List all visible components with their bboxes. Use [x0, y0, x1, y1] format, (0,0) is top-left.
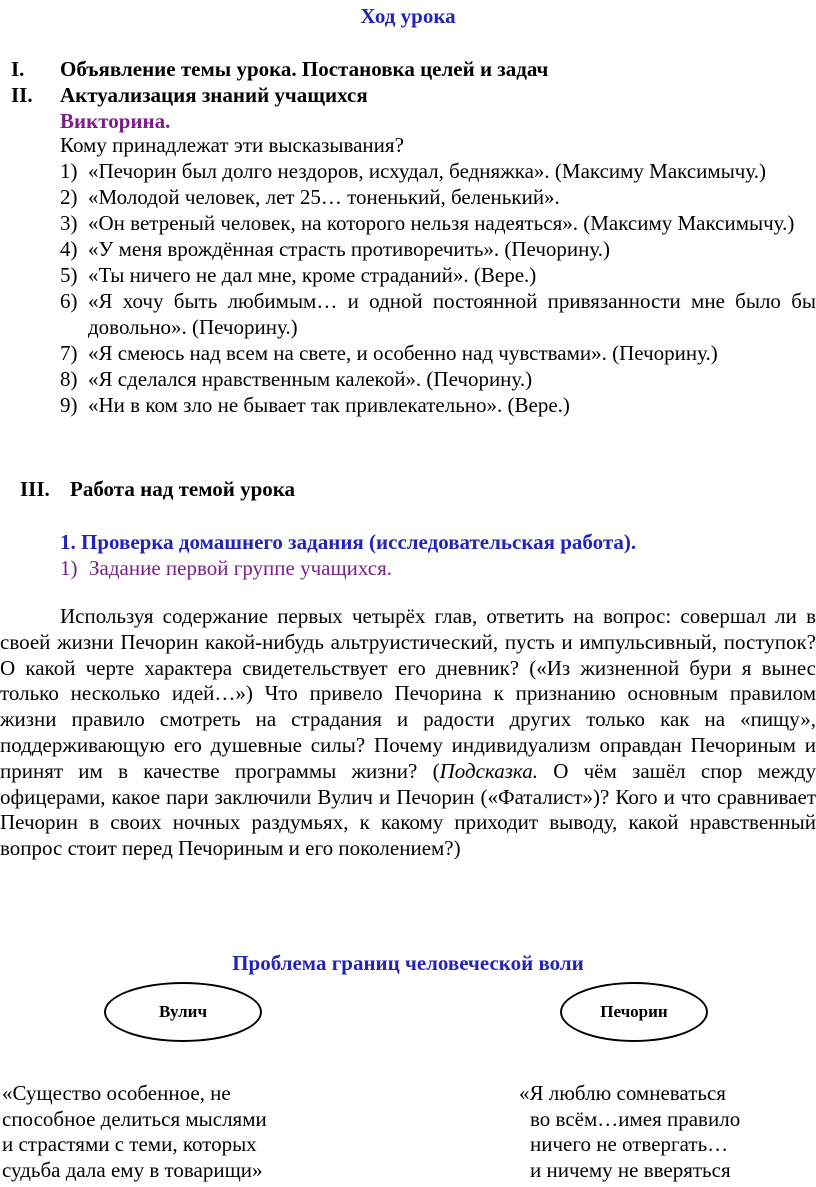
hint-label: Подсказка. [439, 758, 538, 783]
quiz-item-number: 8) [60, 367, 78, 391]
quiz-item [60, 340, 816, 366]
quote-line: способное делиться мыслями [2, 1106, 267, 1131]
quote-line: «Я люблю сомневаться [519, 1081, 726, 1105]
pechorin-quote [519, 1081, 740, 1183]
assignment-text-1: Используя содержание первых четырёх глав, ответить на вопрос: совершал ли в своей жизни Печорин какой-нибудь альтруистический, пусть и импульсивный, поступок? О какой черте характера свидетельствует его дневник? («Из жизненной бури я вынес только несколько идей…») Что привело Печорина к признанию основным правилом жизни правило смотреть на страдания и радости других только как на «пищу», поддерживающую его душевные силы? Почему индивидуализм оправдан Печориным и принят им в качестве программы жизни? ( [0, 604, 816, 783]
quiz-item-text: «Он ветреный человек, на которого нельзя надеяться». (Максиму Максимычу.) [88, 211, 795, 235]
homework-subheading: Задание первой группе учащихся. [89, 556, 393, 580]
quiz-item-number: 7) [60, 341, 78, 365]
quiz-item-number: 6) [60, 289, 78, 313]
section-2-number: II. [11, 83, 33, 107]
quiz-item-number: 5) [60, 263, 78, 287]
vulich-quote [2, 1081, 267, 1183]
quote-line: судьба дала ему в товарищи» [2, 1157, 263, 1182]
quote-line: ничего не отвергать… [530, 1132, 729, 1157]
quiz-item [60, 158, 816, 184]
problem-title: Проблема границ человеческой воли [232, 951, 584, 975]
quote-line: и ничему не вверяться [530, 1157, 731, 1182]
quiz-item-number: 1) [60, 159, 78, 183]
quiz-item [60, 210, 816, 236]
quiz-item-text: «Ты ничего не дал мне, кроме страданий». (Вере.) [88, 263, 537, 287]
quiz-item [60, 262, 816, 288]
quiz-item-text: «Печорин был долго нездоров, исхудал, бедняжка». (Максиму Максимычу.) [88, 159, 767, 183]
quiz-item-number: 2) [60, 185, 78, 209]
quote-line: «Существо особенное, не [2, 1081, 231, 1105]
pechorin-ellipse [560, 982, 708, 1042]
quiz-item-text: «Я смеюсь над всем на свете, и особенно над чувствами». (Печорину.) [88, 341, 718, 365]
quiz-question: Кому принадлежат эти высказывания? [60, 133, 404, 157]
assignment-text-2: О чём зашёл спор между офицерами, какое пари заключили Вулич и Печорин («Фаталист»)? Кого и что сравнивает Печорин в своих ночных раздумьях, к какому приходит выводу, какой нравственный вопрос стоит перед Печориным и его поколением?) [0, 758, 816, 861]
quiz-item [60, 236, 816, 262]
quiz-title: Викторина. [60, 109, 171, 133]
vulich-ellipse [104, 982, 262, 1042]
quiz-list [60, 158, 816, 418]
page-title: Ход урока [360, 4, 456, 28]
quiz-item [60, 288, 816, 340]
quiz-item-text: «Я хочу быть любимым… и одной постоянной привязанности мне было бы довольно». (Печорину.) [88, 289, 816, 339]
quiz-item-text: «Ни в ком зло не бывает так привлекательно». (Вере.) [88, 393, 570, 417]
section-1-heading: Объявление темы урока. Постановка целей и задач [60, 57, 549, 81]
quiz-item-number: 3) [60, 211, 78, 235]
section-1-number: I. [11, 57, 25, 81]
homework-heading: 1. Проверка домашнего задания (исследовательская работа). [60, 530, 637, 554]
vulich-label: Вулич [158, 1002, 208, 1021]
quiz-item [60, 366, 816, 392]
assignment-paragraph [0, 604, 816, 862]
quiz-item [60, 392, 816, 418]
quiz-item-text: «У меня врождённая страсть противоречить». (Печорину.) [88, 237, 611, 261]
quiz-item-text: «Молодой человек, лет 25… тоненький, беленький». [88, 185, 560, 209]
quiz-item-text: «Я сделался нравственным калекой». (Печорину.) [88, 367, 533, 391]
section-3-heading: Работа над темой урока [70, 477, 296, 501]
quiz-item-number: 9) [60, 393, 78, 417]
quote-line: и страстями с теми, которых [2, 1132, 257, 1157]
quiz-item-number: 4) [60, 237, 78, 261]
section-3-number: III. [20, 477, 50, 501]
pechorin-label: Печорин [600, 1002, 668, 1021]
quiz-item [60, 184, 816, 210]
homework-subheading-number: 1) [60, 556, 78, 580]
section-2-heading: Актуализация знаний учащихся [60, 83, 368, 107]
quote-line: во всём…имея правило [530, 1106, 741, 1131]
